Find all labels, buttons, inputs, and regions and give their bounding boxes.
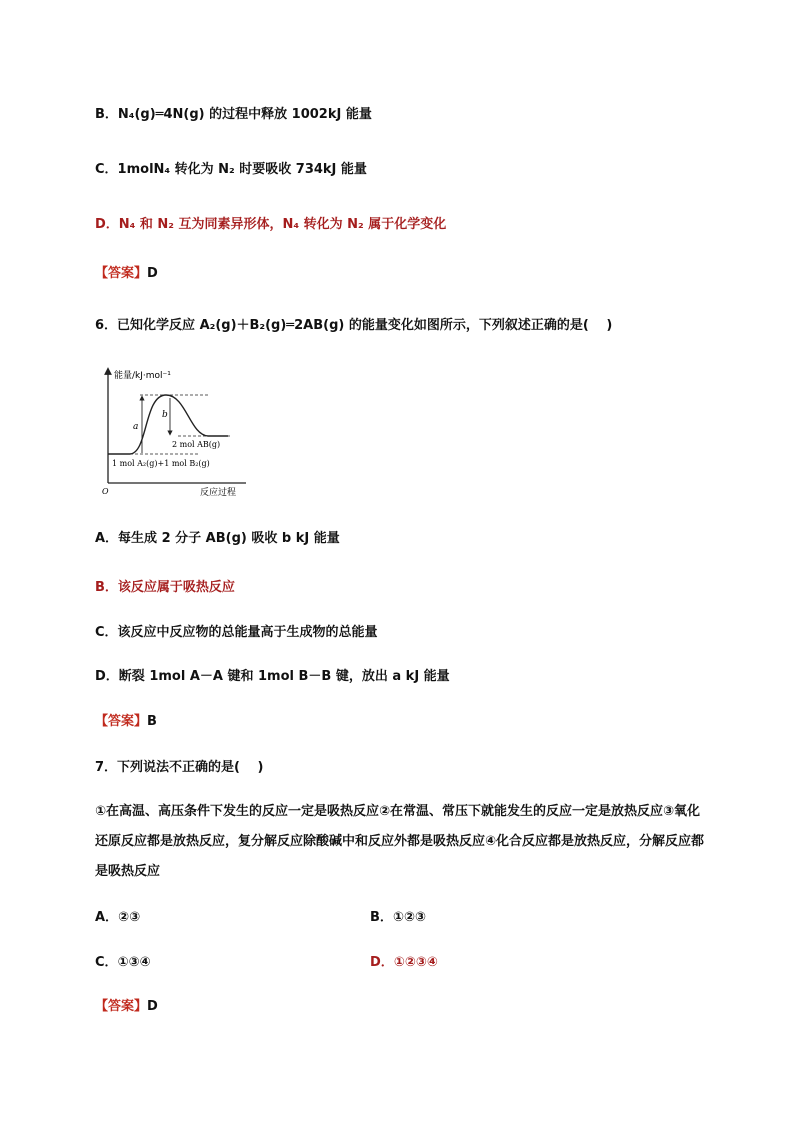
answer-bracket: 【答案】 [95,714,148,729]
x-axis-label: 反应过程 [200,488,237,497]
answer-bracket: 【答案】 [95,266,148,281]
q5-option-d: D．N₄ 和 N₂ 互为同素异形体，N₄ 转化为 N₂ 属于化学变化 [95,217,447,232]
q6-answer [95,712,157,732]
q7-answer [95,997,158,1017]
answer-bracket: 【答案】 [95,999,148,1014]
q6-option-d: D．断裂 1mol A－A 键和 1mol B－B 键，放出 a kJ 能量 [95,669,450,684]
answer-value: D [147,266,158,281]
q5-option-c: C．1molN₄ 转化为 N₂ 时要吸收 734kJ 能量 [95,162,367,177]
label-a: a [133,422,139,432]
label-b: b [162,410,168,420]
q6-option-c: C．该反应中反应物的总能量高于生成物的总能量 [95,625,378,640]
q6-option-b: B．该反应属于吸热反应 [95,580,235,595]
answer-value: D [147,999,158,1014]
q7-statements: ①在高温、高压条件下发生的反应一定是吸热反应②在常温、常压下就能发生的反应一定是放热反应③氧化还原反应都是放热反应，复分解反应除酸碱中和反应外都是吸热反应④化合反应都是放热反应，分解反应都是吸热反应 [95,804,705,879]
q7-option-b: B．①②③ [370,910,426,925]
q6-option-a: A．每生成 2 分子 AB(g) 吸收 b kJ 能量 [95,531,340,546]
energy-diagram [100,365,250,497]
origin-label: O [102,487,109,496]
q5-option-b: B．N₄(g)═4N(g) 的过程中释放 1002kJ 能量 [95,107,372,122]
q7-stem: 7．下列说法不正确的是( ) [95,760,264,775]
y-axis-label: 能量/kJ·mol⁻¹ [114,371,171,381]
q6-stem: 6．已知化学反应 A₂(g)＋B₂(g)═2AB(g) 的能量变化如图所示，下列叙述正确的是( ) [95,318,613,333]
q7-option-d: D．①②③④ [370,955,438,970]
products-label: 2 mol AB(g) [172,440,221,449]
reactants-label: 1 mol A₂(g)+1 mol B₂(g) [112,459,210,468]
q7-option-a: A．②③ [95,910,141,925]
q5-answer [95,264,158,284]
answer-value: B [147,714,157,729]
q7-option-c: C．①③④ [95,955,151,970]
